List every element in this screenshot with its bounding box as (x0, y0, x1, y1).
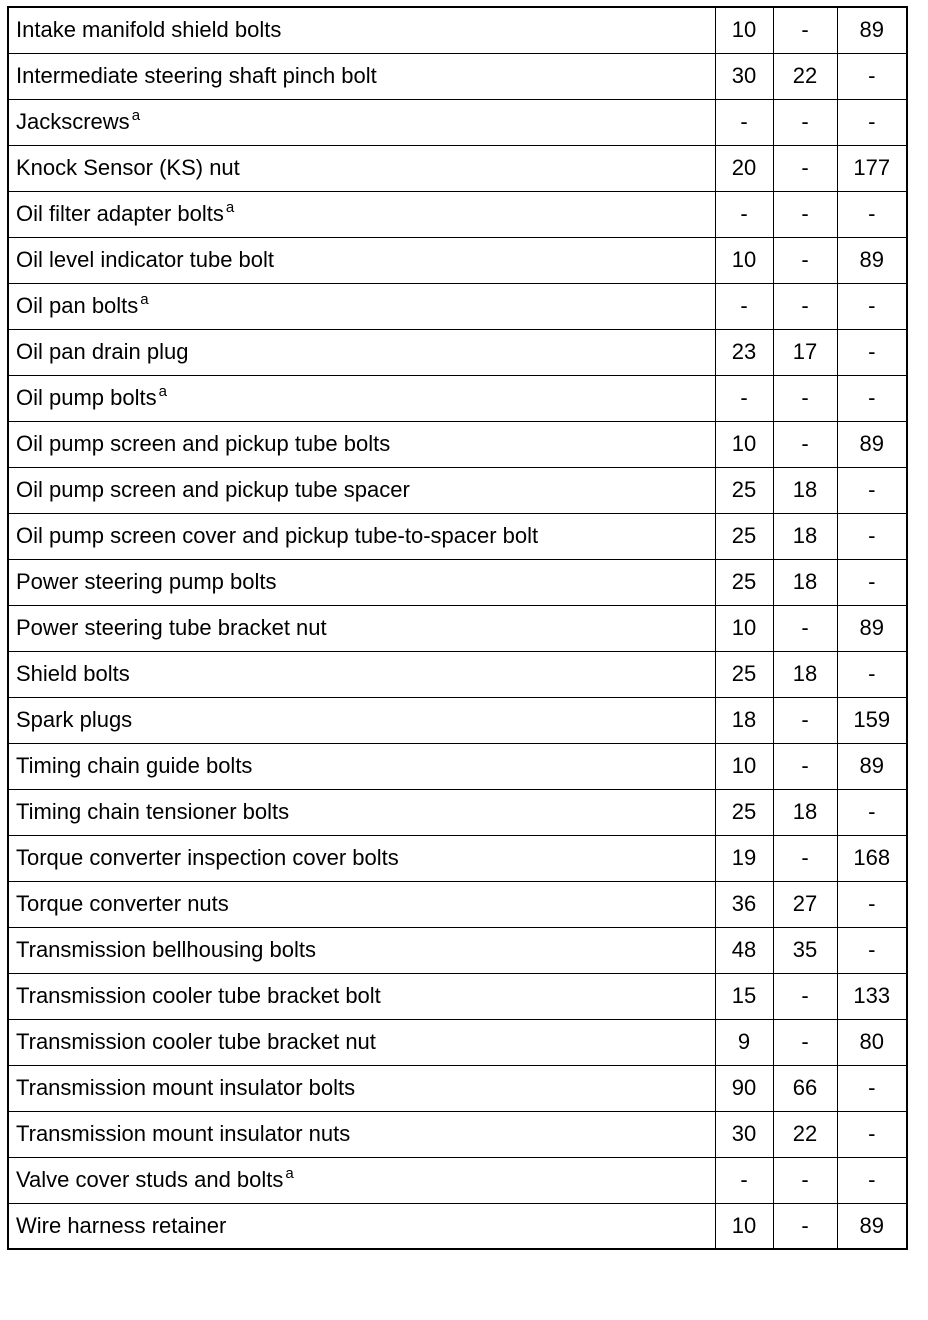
table-row (8, 1157, 907, 1203)
footnote-marker: a (225, 199, 235, 216)
fastener-cell (8, 237, 715, 283)
table-row (8, 191, 907, 237)
fastener-name: Jackscrews (16, 109, 130, 134)
table-row (8, 927, 907, 973)
table-row (8, 421, 907, 467)
lbin-value: - (837, 559, 907, 605)
lbin-value: - (837, 789, 907, 835)
lbin-value: - (837, 1065, 907, 1111)
fastener-name: Oil pump screen and pickup tube spacer (16, 477, 410, 502)
fastener-name: Transmission mount insulator nuts (16, 1121, 351, 1146)
table-row (8, 789, 907, 835)
fastener-name: Transmission bellhousing bolts (16, 937, 316, 962)
table-row (8, 1111, 907, 1157)
table-row (8, 53, 907, 99)
nm-value: 15 (715, 973, 773, 1019)
table-row (8, 605, 907, 651)
nm-value: 10 (715, 421, 773, 467)
fastener-cell (8, 1111, 715, 1157)
fastener-cell (8, 835, 715, 881)
lbin-value: - (837, 191, 907, 237)
nm-value: 25 (715, 513, 773, 559)
lbft-value: 22 (773, 1111, 837, 1157)
fastener-cell (8, 927, 715, 973)
table-row (8, 375, 907, 421)
nm-value: 25 (715, 467, 773, 513)
lbin-value: - (837, 1111, 907, 1157)
fastener-name: Torque converter inspection cover bolts (16, 845, 399, 870)
nm-value: 20 (715, 145, 773, 191)
fastener-cell (8, 789, 715, 835)
lbin-value: 168 (837, 835, 907, 881)
nm-value: 10 (715, 7, 773, 53)
lbft-value: - (773, 697, 837, 743)
nm-value: 30 (715, 53, 773, 99)
fastener-cell (8, 283, 715, 329)
table-row (8, 1019, 907, 1065)
table-row (8, 467, 907, 513)
fastener-cell (8, 881, 715, 927)
nm-value: 90 (715, 1065, 773, 1111)
lbft-value: 66 (773, 1065, 837, 1111)
fastener-name: Wire harness retainer (16, 1212, 227, 1238)
fastener-cell (8, 1157, 715, 1203)
footnote-marker: a (140, 291, 149, 308)
lbft-value: - (773, 145, 837, 191)
lbft-value: - (773, 7, 837, 53)
fastener-name: Knock Sensor (KS) nut (16, 155, 240, 180)
nm-value: 48 (715, 927, 773, 973)
fastener-name: Transmission cooler tube bracket bolt (16, 983, 381, 1008)
lbft-value: - (773, 835, 837, 881)
lbin-value: 89 (837, 743, 907, 789)
lbin-value: 80 (837, 1019, 907, 1065)
nm-value: 10 (715, 605, 773, 651)
lbft-value: 18 (773, 559, 837, 605)
lbft-value: - (773, 283, 837, 329)
lbin-value: - (837, 53, 907, 99)
table-row (8, 973, 907, 1019)
lbin-value: - (837, 927, 907, 973)
table-row (8, 237, 907, 283)
nm-value: 10 (715, 743, 773, 789)
lbft-value: 22 (773, 53, 837, 99)
nm-value: 30 (715, 1111, 773, 1157)
table-row (8, 513, 907, 559)
lbin-value: 89 (837, 605, 907, 651)
table-row (8, 1203, 907, 1249)
nm-value: 25 (715, 651, 773, 697)
fastener-cell (8, 1019, 715, 1065)
lbin-value: - (837, 651, 907, 697)
footnote-marker: a (285, 1165, 294, 1182)
table-row (8, 697, 907, 743)
table-row (8, 99, 907, 145)
fastener-name: Timing chain guide bolts (16, 753, 253, 778)
nm-value: 10 (715, 237, 773, 283)
lbft-value: - (773, 1019, 837, 1065)
fastener-cell (8, 329, 715, 375)
lbft-value: - (773, 973, 837, 1019)
lbin-value: - (837, 881, 907, 927)
table-row (8, 881, 907, 927)
nm-value: 18 (715, 697, 773, 743)
nm-value: - (715, 375, 773, 421)
fastener-name: Intake manifold shield bolts (16, 17, 282, 43)
torque-spec-table-body (8, 7, 907, 1249)
lbin-value: 89 (837, 1203, 907, 1249)
fastener-cell (8, 375, 715, 421)
fastener-cell (8, 1065, 715, 1111)
fastener-cell (8, 973, 715, 1019)
footnote-marker: a (158, 383, 167, 400)
nm-value: 25 (715, 789, 773, 835)
nm-value: - (715, 283, 773, 329)
fastener-cell (8, 467, 715, 513)
fastener-name: Shield bolts (16, 661, 130, 686)
table-row (8, 835, 907, 881)
fastener-name: Timing chain tensioner bolts (16, 799, 290, 824)
lbft-value: 18 (773, 789, 837, 835)
lbft-value: 18 (773, 467, 837, 513)
lbft-value: - (773, 605, 837, 651)
fastener-cell (8, 191, 715, 237)
table-row (8, 1065, 907, 1111)
fastener-name: Oil pump screen and pickup tube bolts (16, 431, 391, 456)
fastener-cell (8, 53, 715, 99)
lbin-value: - (837, 283, 907, 329)
nm-value: - (715, 99, 773, 145)
lbft-value: - (773, 191, 837, 237)
fastener-cell (8, 513, 715, 559)
fastener-name: Transmission mount insulator bolts (16, 1075, 356, 1100)
fastener-cell (8, 651, 715, 697)
fastener-cell (8, 605, 715, 651)
lbin-value: - (837, 467, 907, 513)
lbin-value: - (837, 1157, 907, 1203)
nm-value: 9 (715, 1019, 773, 1065)
table-row (8, 7, 907, 53)
lbin-value: 89 (837, 421, 907, 467)
torque-spec-table (7, 6, 908, 1250)
lbft-value: - (773, 743, 837, 789)
fastener-name: Oil pump screen cover and pickup tube-to-spacer bolt (16, 523, 539, 548)
nm-value: 19 (715, 835, 773, 881)
lbft-value: 27 (773, 881, 837, 927)
fastener-name: Power steering tube bracket nut (16, 615, 327, 640)
lbft-value: 35 (773, 927, 837, 973)
lbft-value: 18 (773, 513, 837, 559)
table-row (8, 743, 907, 789)
table-row (8, 651, 907, 697)
nm-value: 10 (715, 1203, 773, 1249)
lbin-value: - (837, 375, 907, 421)
lbin-value: 159 (837, 697, 907, 743)
lbft-value: - (773, 237, 837, 283)
lbin-value: 89 (837, 7, 907, 53)
lbft-value: - (773, 99, 837, 145)
lbin-value: 177 (837, 145, 907, 191)
lbin-value: 89 (837, 237, 907, 283)
fastener-cell (8, 99, 715, 145)
fastener-cell (8, 743, 715, 789)
fastener-name: Oil pan drain plug (16, 339, 189, 364)
lbft-value: 18 (773, 651, 837, 697)
fastener-cell (8, 421, 715, 467)
nm-value: 25 (715, 559, 773, 605)
nm-value: 23 (715, 329, 773, 375)
fastener-cell (8, 559, 715, 605)
fastener-name: Power steering pump bolts (16, 569, 277, 594)
lbft-value: - (773, 375, 837, 421)
table-row (8, 145, 907, 191)
lbft-value: - (773, 1157, 837, 1203)
fastener-name: Spark plugs (16, 707, 133, 732)
lbft-value: - (773, 1203, 837, 1249)
fastener-name: Oil pump bolts (16, 385, 157, 410)
footnote-marker: a (131, 107, 141, 124)
fastener-name: Oil pan bolts (16, 293, 139, 318)
fastener-name: Oil level indicator tube bolt (16, 247, 275, 272)
fastener-name: Intermediate steering shaft pinch bolt (16, 63, 377, 88)
fastener-name: Torque converter nuts (16, 891, 229, 916)
table-row (8, 283, 907, 329)
lbft-value: - (773, 421, 837, 467)
fastener-name: Valve cover studs and bolts (16, 1167, 284, 1192)
fastener-cell (8, 1203, 715, 1249)
fastener-name: Transmission cooler tube bracket nut (16, 1029, 376, 1054)
fastener-name: Oil filter adapter bolts (16, 201, 224, 226)
lbin-value: - (837, 99, 907, 145)
table-row (8, 559, 907, 605)
lbin-value: 133 (837, 973, 907, 1019)
nm-value: 36 (715, 881, 773, 927)
lbin-value: - (837, 513, 907, 559)
table-row (8, 329, 907, 375)
nm-value: - (715, 191, 773, 237)
nm-value: - (715, 1157, 773, 1203)
fastener-cell (8, 7, 715, 53)
lbin-value: - (837, 329, 907, 375)
fastener-cell (8, 697, 715, 743)
fastener-cell (8, 145, 715, 191)
lbft-value: 17 (773, 329, 837, 375)
